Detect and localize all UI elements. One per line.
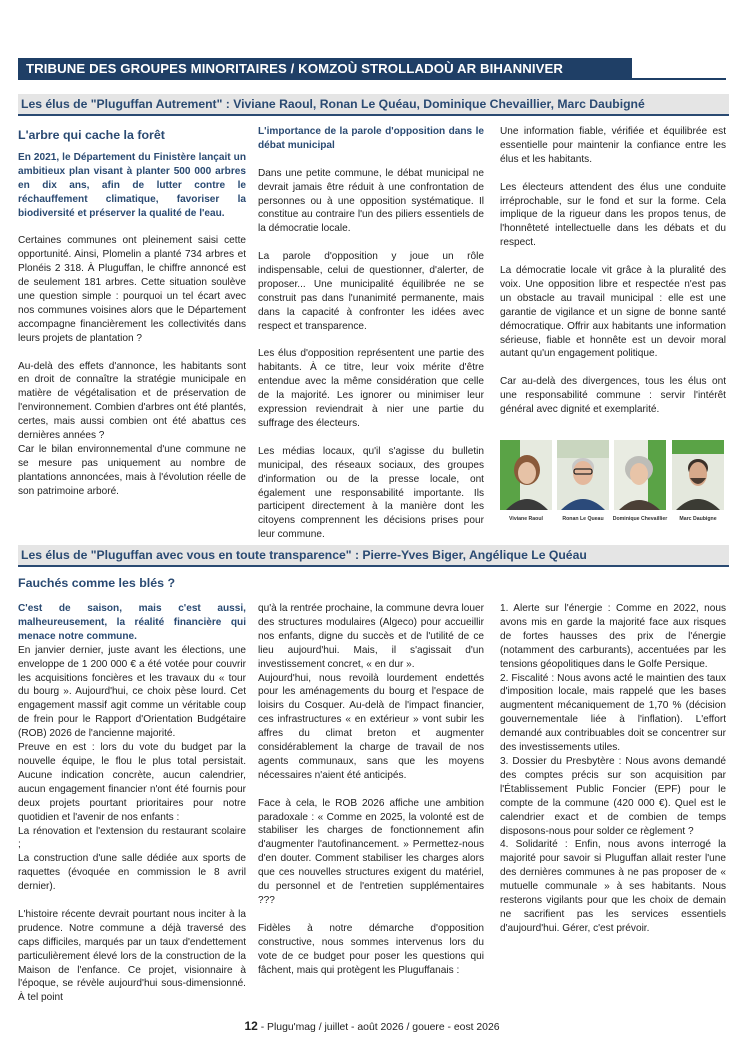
paragraph: Certaines communes ont pleinement saisi cette opportunité. Ainsi, Plomelin a planté 734 arbres et Plonéis 2 318. À Pluguffan, le chiffre annoncé est de seulement 181 arbres. Cette situation soulève une question simple : pourquoi un tel écart avec nos communes voisines alors que le Département accompagne financièrement les collectivités dans leurs projets de plantation ? — [18, 235, 246, 344]
elected-officials-photos — [500, 440, 726, 530]
paragraph: La démocratie locale vit grâce à la pluralité des voix. Une opposition libre et respectée n'est pas un obstacle au travail municipal : elle est une garantie de vigilance et un signe de bonne santé démocratique. Offrir aux habitants une information sérieuse, fiable et honnête est un devoir moral autant qu'un engagement politique. — [500, 265, 726, 360]
portrait-photo — [672, 440, 724, 510]
paragraph: Dans une petite commune, le débat municipal ne devrait jamais être réduit à une confrontation de personnes ou à une opposition systématique. Il constitue au contraire l'un des piliers essentiels de la démocratie locale. — [258, 167, 484, 235]
paragraph: L'histoire récente devrait pourtant nous inciter à la prudence. Notre commune a déjà traversé des caps difficiles, marqués par un taux d'endettement particulièrement élevé lors de la construction de la Maison de l'enfance. Ce projet, visionnaire à l'époque, se révèle aujourd'hui sous-dimensionné. À tel point — [18, 908, 246, 1004]
paragraph: Une information fiable, vérifiée et équilibrée est essentielle pour maintenir la confiance entre les élus et les habitants. — [500, 126, 726, 165]
section-1-column-1 — [18, 151, 246, 499]
section-2-column-3 — [500, 602, 726, 936]
paragraph: Aujourd'hui, nous revoilà lourdement endettés pour les aménagements du bourg et l'espace de loisirs du Cosquer. Au-delà de l'impact financier, ces infrastructures « en extérieur » vont subir les affres du climat breton et augmenter considérablement la charge de travail de nos agents communaux, sans que les moyens nécessaires n'aient été anticipés. — [258, 672, 484, 781]
paragraph: Les électeurs attendent des élus une conduite irréprochable, sur le fond et sur la forme. Cela implique de la rigueur dans les propos tenus, de l'honnêteté intellectuelle dans les débats et du respect. — [500, 181, 726, 249]
article-1-lead: En 2021, le Département du Finistère lançait un ambitieux plan visant à planter 500 000 arbres en dix ans, afin de lutter contre le réchauffement climatique, favoriser la biodiversité et préserver la qualité de l'eau. — [18, 152, 246, 219]
footer-text: - Plugu'mag / juillet - août 2026 / gouere - eost 2026 — [257, 1022, 500, 1033]
paragraph: Les médias locaux, qu'il s'agisse du bulletin municipal, des réseaux sociaux, des groupes d'information ou de la presse locale, ont également une responsabilité importante. Ils participent directement à la manière dont les citoyens comprennent les décisions prises pour leur commune. — [258, 445, 484, 541]
photo-caption: Viviane Raoul — [509, 516, 543, 522]
banner-rule — [632, 78, 726, 80]
paragraph: Fidèles à notre démarche d'opposition constructive, nous sommes intervenus lors du vote de ce budget pour poser les questions qui fâchent, mais qui protègent les Pluguffanais : — [258, 922, 484, 976]
paragraph: Au-delà des effets d'annonce, les habitants sont en droit de connaître la stratégie municipale en matière de végétalisation et de préservation de l'environnement. Combien d'arbres ont été plantés, certes, mais aussi combien ont été abattus ces dernières années ? — [18, 360, 246, 442]
paragraph: Face à cela, le ROB 2026 affiche une ambition paradoxale : « Comme en 2025, la volonté est de stabiliser les charges de fonctionnement afin d'augmenter l'autofinancement. » Permettez-nous d'en douter. Comment stabiliser les charges alors que ces nouvelles structures exigent du matériel, du personnel et de l'entretien supplémentaires ??? — [258, 797, 484, 907]
paragraph: Preuve en est : lors du vote du budget par la nouvelle équipe, le flou le plus total persistait. Aucune indication concrète, aucun calendrier, aucun engagement financier n'ont été fournis pour deux projets pourtant prioritaires pour notre quotidien et l'avenir de nos enfants : — [18, 742, 246, 823]
portrait-photo — [557, 440, 609, 510]
section-2-column-2 — [258, 602, 484, 977]
list-item: 1. Alerte sur l'énergie : Comme en 2022, nous avons mis en garde la majorité face aux risques de fortes hausses des prix de l'énergie (notamment des carburants), accentuées par les tensions géopolitiques dans le Golfe Persique. — [500, 603, 726, 670]
portrait-photo — [614, 440, 666, 510]
column-2-subheading: L'importance de la parole d'opposition dans le débat municipal — [258, 126, 484, 151]
paragraph: La parole d'opposition y joue un rôle indispensable, celui de questionner, d'alerter, de proposer... Une municipalité équilibrée ne se construit pas dans l'unanimité permanente, mais dans la capacité à confronter les idées avec respect et transparence. — [258, 251, 484, 332]
paragraph: Car le bilan environnemental d'une commune ne se mesure pas uniquement au nombre de plantations annoncées, mais à l'évolution réelle de son patrimoine arboré. — [18, 444, 246, 497]
section-1-heading: Les élus de "Pluguffan Autrement" : Viviane Raoul, Ronan Le Quéau, Dominique Chevaillier, Marc Daubigné — [18, 94, 729, 116]
paragraph: Les élus d'opposition représentent une partie des habitants. À ce titre, leur voix mérite d'être entendue avec la même considération que celle de la majorité. Les ignorer ou minimiser leur expression reviendrait à nier une partie du suffrage des électeurs. — [258, 348, 484, 429]
paragraph: En janvier dernier, juste avant les élections, une enveloppe de 1 200 000 € a été votée pour couvrir les acquisitions foncières et les travaux du « tour du bourg ». Aujourd'hui, ce choix pèse lourd. Cet engagement massif agit comme un véritable coup de frein pour le Rapport d'Orientation Budgétaire (ROB) 2026 de l'ancienne majorité. — [18, 644, 246, 740]
list-item: 2. Fiscalité : Nous avons acté le maintien des taux d'imposition locale, mais rappelé que les bases augmentent mécaniquement de 1,70 % (décision gouvernementale liée à l'inflation). L'effort demandé aux contribuables doit se concentrer sur des investissements utiles. — [500, 672, 726, 754]
article-1-title: L'arbre qui cache la forêt — [18, 128, 165, 142]
photo-caption: Marc Daubigne — [679, 516, 717, 522]
list-item: 4. Solidarité : Enfin, nous avons interrogé la majorité pour savoir si Pluguffan allait rester l'une des dernières communes à ne pas proposer de « mutuelle communale » à ses habitants. Nous resterons vigilants pour que les choix de demain ne sacrifient pas les services essentiels d'aujourd'hui. Gérer, c'est prévoir. — [500, 839, 726, 934]
photo-caption: Ronan Le Queau — [562, 516, 604, 522]
page-number: 12 — [244, 1019, 258, 1033]
paragraph: Car au-delà des divergences, tous les élus ont une responsabilité commune : servir l'intérêt général avec dignité et exemplarité. — [500, 376, 726, 416]
article-2-lead: C'est de saison, mais c'est aussi, malheureusement, la réalité financière qui menace notre commune. — [18, 603, 246, 642]
list-item: 3. Dossier du Presbytère : Nous avons demandé des comptes précis sur son acquisition par l'Établissement Public Foncier (EPF) pour le compte de la commune (420 000 €). Quel est le calendrier exact et de combien de temps disposons-nous pour solder ce règlement ? — [500, 755, 726, 837]
section-1-column-3 — [500, 125, 726, 417]
section-2-heading: Les élus de "Pluguffan avec vous en toute transparence" : Pierre-Yves Biger, Angélique Le Quéau — [18, 545, 729, 567]
paragraph: La rénovation et l'extension du restaurant scolaire ; — [18, 825, 246, 851]
portrait-photo — [500, 440, 552, 510]
page-footer — [0, 1019, 744, 1033]
paragraph: La construction d'une salle dédiée aux sports de raquettes (évoquée en commission le 8 avril dernier). — [18, 853, 246, 893]
photo-caption: Dominique Chevaillier — [612, 516, 668, 522]
paragraph: qu'à la rentrée prochaine, la commune devra louer des structures modulaires (Algeco) pour accueillir nos enfants, digne du succès et de l'utilité de ce lieu aujourd'hui. Mais, il s'agissait d'un investissement concret, « en dur ». — [258, 603, 484, 670]
article-2-title: Fauchés comme les blés ? — [18, 576, 176, 590]
section-1-column-2 — [258, 125, 484, 542]
tribune-banner: TRIBUNE DES GROUPES MINORITAIRES / KOMZOÙ STROLLADOÙ AR BIHANNIVER — [18, 58, 632, 80]
section-2-column-1 — [18, 602, 246, 1005]
